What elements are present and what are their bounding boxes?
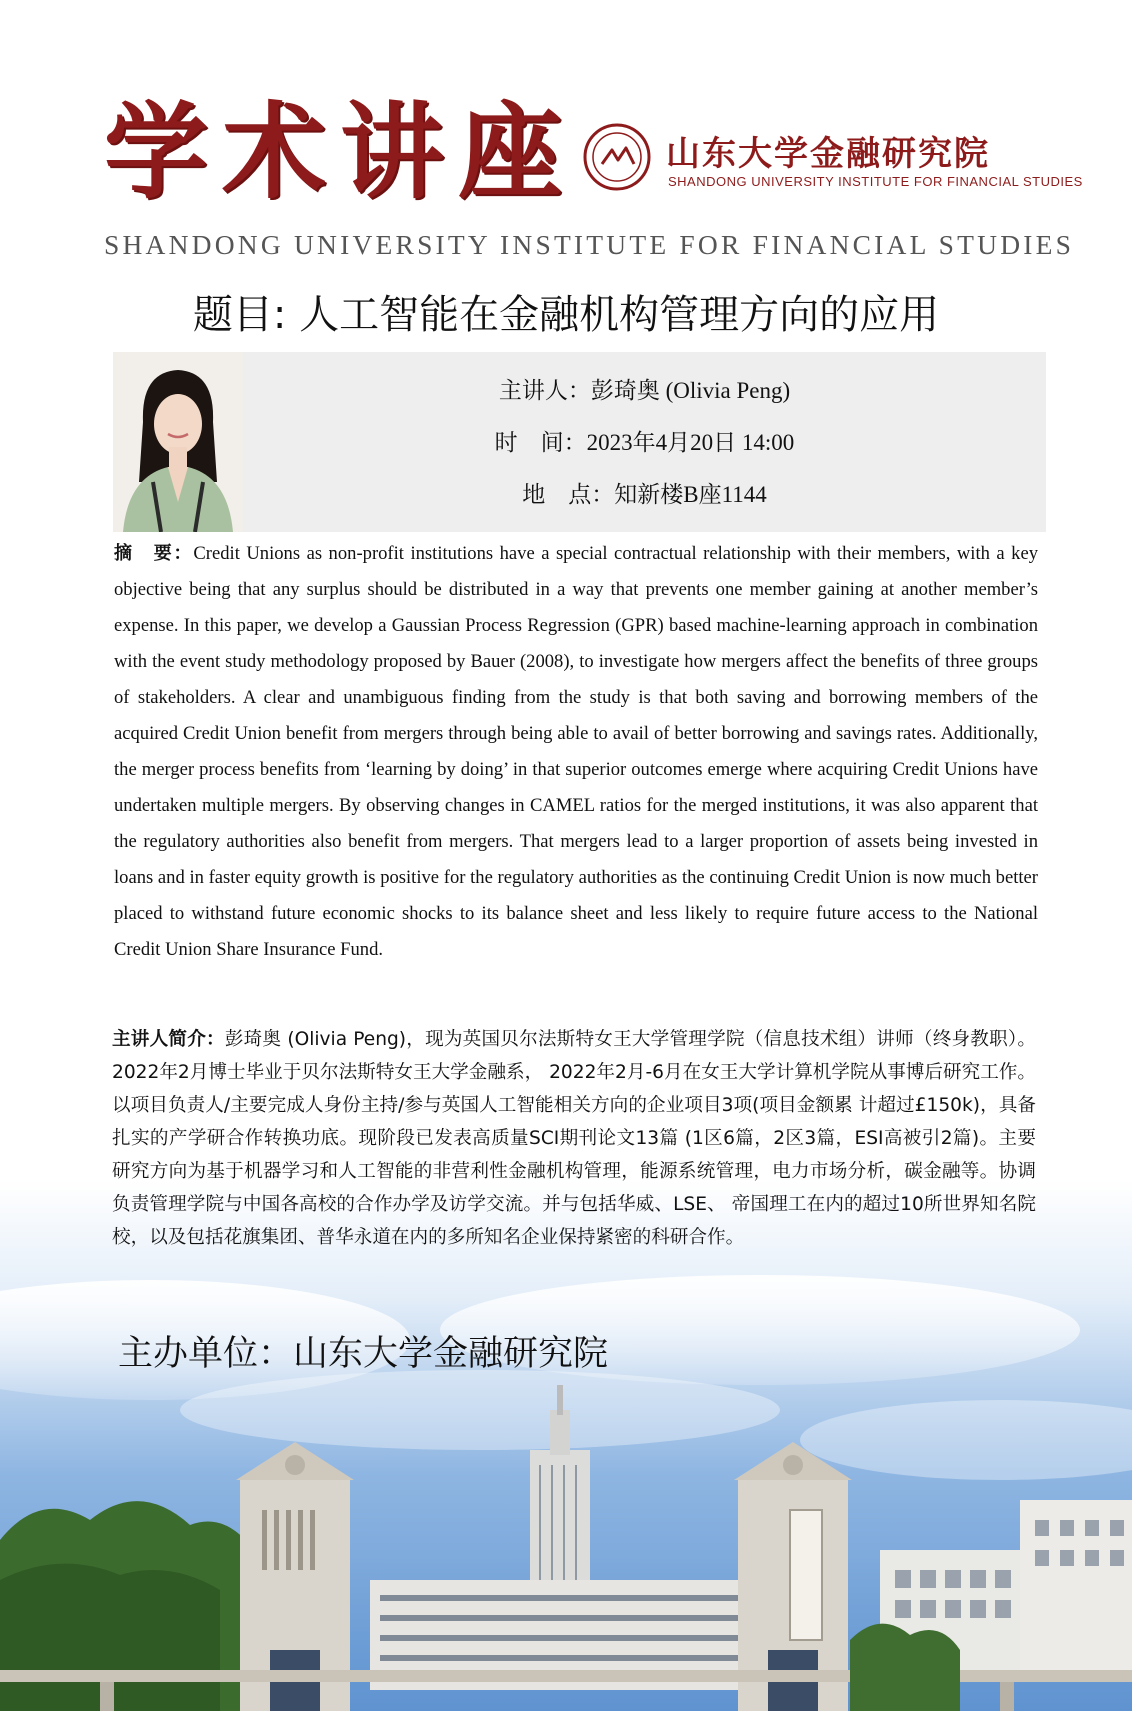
abstract-label: 摘 要： — [114, 543, 194, 564]
institute-banner-en: SHANDONG UNIVERSITY INSTITUTE FOR FINANCIAL STUDIES — [104, 229, 1075, 260]
lecture-info-panel — [243, 352, 1046, 532]
institute-name-en: SHANDONG UNIVERSITY INSTITUTE FOR FINANCIAL STUDIES — [668, 174, 1083, 189]
place-line: 地 点：知新楼B座1144 — [522, 482, 767, 507]
time-line: 时 间：2023年4月20日 14:00 — [494, 430, 795, 455]
organizer: 主办单位：山东大学金融研究院 — [118, 1334, 609, 1374]
abstract-text: Credit Unions as non-profit institutions have a special contractual relationship with their members, with a key objective being that any surplus should be distributed in a way that prevents one member gaining at another member’s expense. In this paper, we develop a Gaussian Process Regression (GPR) based machine-learning approach in combination with the event study methodology proposed by Bauer (2008), to investigate how mergers affect the benefits of three groups of stakeholders. A clear and unambiguous finding from the study is that both saving and borrowing members of the acquired Credit Union benefit from mergers through being able to avail of better borrowing and savings rates. Additionally, the merger process benefits from ‘learning by doing’ in that superior outcomes emerge where acquiring Credit Unions have undertaken multiple mergers. By observing changes in CAMEL ratios for the merged institutions, it was also apparent that the regulatory authorities also benefit from mergers. That mergers lead to a larger proportion of assets being invested in loans and in faster equity growth is positive for the regulatory authorities as the continuing Credit Union is now much better placed to withstand future economic shocks to its balance sheet and less likely to require future access to the National Credit Union Share Insurance Fund. — [114, 543, 1038, 960]
bio-label: 主讲人简介： — [112, 1029, 225, 1050]
lecture-topic: 题目: 人工智能在金融机构管理方向的应用 — [192, 292, 940, 338]
bio-text: 彭琦奥 (Olivia Peng)，现为英国贝尔法斯特女王大学管理学院（信息技术组）讲师（终身教职）。2022年2月博士毕业于贝尔法斯特女王大学金融系， 2022年2月-6月在女王大学计算机学院从事博后研究工作。以项目负责人/主要完成人身份主持/参与英国人工智能相关方向的企业项目3项(项目金额累 计超过£150k)，具备扎实的产学研合作转换功底。现阶段已发表高质量SCI期刊论文13篇 (1区6篇，2区3篇，ESI高被引2篇)。主要研究方向为基于机器学习和人工智能的非营利性金融机构管理，能源系统管理，电力市场分析，碳金融等。协调负责管理学院与中国各高校的合作办学及访学交流。并与包括华威、LSE、 帝国理工在内的超过10所世界知名院校，以及包括花旗集团、普华永道在内的多所知名企业保持紧密的科研合作。 — [112, 1029, 1036, 1248]
poster-title: 学术讲座 — [104, 90, 577, 213]
campus-illustration — [0, 1180, 1132, 1711]
speaker-photo — [113, 352, 243, 532]
institute-seal-icon — [582, 122, 652, 192]
speaker-line: 主讲人：彭琦奥 (Olivia Peng) — [498, 378, 791, 403]
institute-logo — [582, 122, 1083, 192]
institute-name-cn: 山东大学金融研究院 — [666, 134, 990, 174]
abstract-section — [114, 536, 1038, 968]
speaker-bio-section — [112, 1023, 1036, 1254]
